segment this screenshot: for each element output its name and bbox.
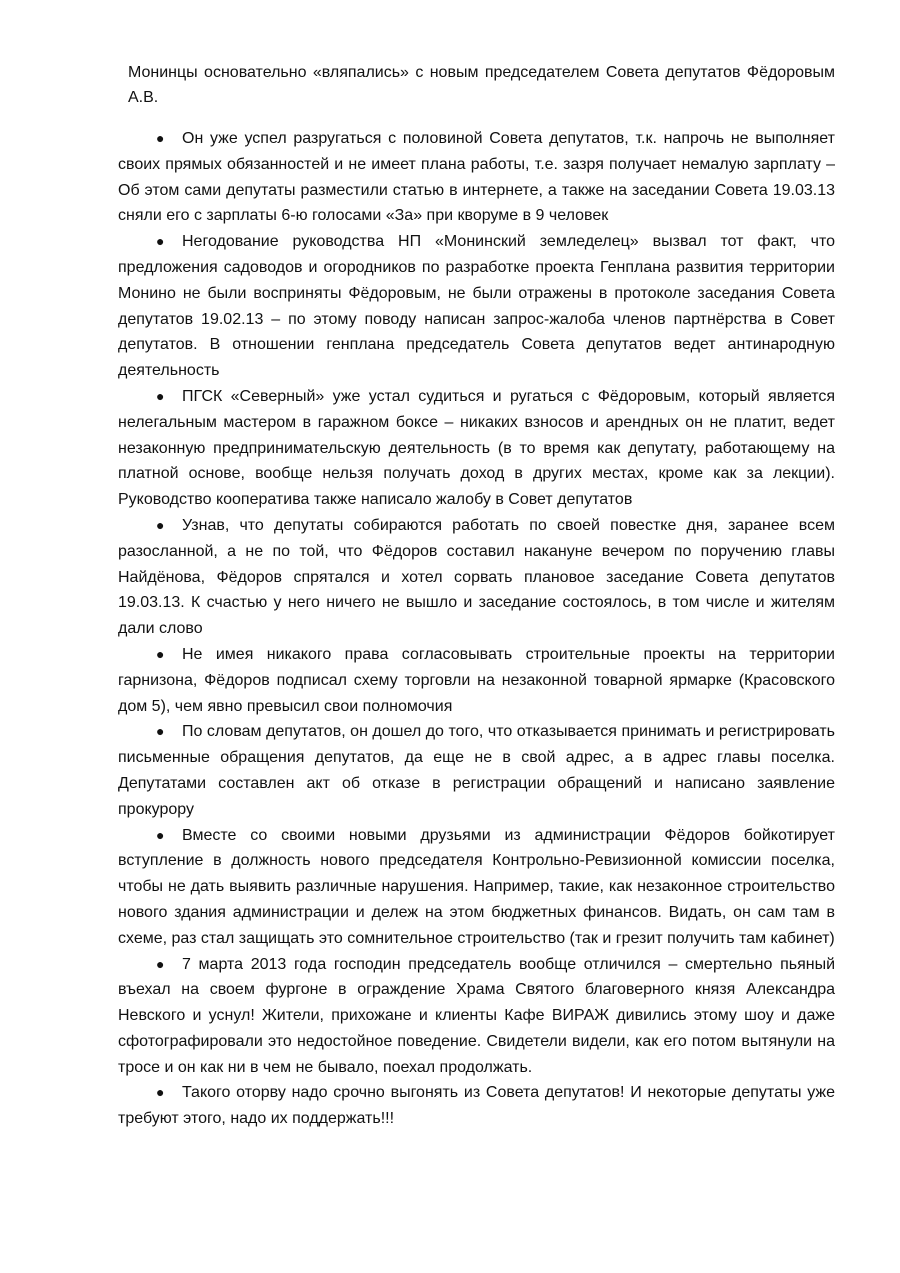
- bullet-icon: ●: [156, 516, 165, 533]
- bullet-text: ПГСК «Северный» уже устал судиться и ругаться с Фёдоровым, который является нелегальным мастером в гаражном боксе – никаких взносов и арендных он не платит, ведет незаконную предпринимательскую деятельность (в то время как депутату, работающему на платной основе, вообще нельзя получать доход в других местах, кроме как за лекции). Руководство кооператива также написало жалобу в Совет депутатов: [118, 387, 835, 509]
- list-item: [118, 229, 835, 384]
- bullet-text: 7 марта 2013 года господин председатель вообще отличился – смертельно пьяный въехал на своем фургоне в ограждение Храма Святого благоверного князя Александра Невского и уснул! Жители, прихожане и клиенты Кафе ВИРАЖ дивились этому шоу и даже сфотографировали это недостойное поведение. Свидетели видели, как его потом вытянули на тросе и он как ни в чем не бывало, поехал продолжать.: [118, 955, 835, 1076]
- list-item: [118, 719, 835, 822]
- list-item: [118, 513, 835, 642]
- bullet-text: Не имея никакого права согласовывать строительные проекты на территории гарнизона, Фёдоров подписал схему торговли на незаконной товарной ярмарке (Красовского дом 5), чем явно превысил свои полномочия: [118, 645, 835, 715]
- bullet-list: [118, 126, 835, 1132]
- bullet-text: Негодование руководства НП «Монинский земледелец» вызвал тот факт, что предложения садоводов и огородников по разработке проекта Генплана развития территории Монино не были восприняты Фёдоровым, не были отражены в протоколе заседания Совета депутатов 19.02.13 – по этому поводу написан запрос-жалоба членов партнёрства в Совет депутатов. В отношении генплана председатель Совета депутатов ведет антинародную деятельность: [118, 233, 835, 380]
- list-item: [118, 126, 835, 229]
- bullet-icon: ●: [156, 645, 165, 662]
- bullet-icon: ●: [156, 387, 165, 404]
- bullet-icon: ●: [156, 233, 165, 250]
- list-item: [118, 1080, 835, 1132]
- intro-paragraph: Монинцы основательно «вляпались» с новым председателем Совета депутатов Фёдоровым А.В.: [128, 64, 835, 106]
- list-item: [118, 823, 835, 952]
- bullet-icon: ●: [156, 955, 165, 972]
- list-item: [118, 642, 835, 719]
- list-item: [118, 384, 835, 513]
- bullet-text: Узнав, что депутаты собираются работать по своей повестке дня, заранее всем разосланной, а не по той, что Фёдоров составил накануне вечером по поручению главы Найдёнова, Фёдоров спрятался и хотел сорвать плановое заседание Совета депутатов 19.03.13. К счастью у него ничего не вышло и заседание состоялось, в том числе и жителям дали слово: [118, 516, 835, 638]
- bullet-icon: ●: [156, 723, 165, 740]
- bullet-text: Он уже успел разругаться с половиной Совета депутатов, т.к. напрочь не выполняет своих прямых обязанностей и не имеет плана работы, т.е. зазря получает немалую зарплату – Об этом сами депутаты разместили статью в интернете, а также на заседании Совета 19.03.13 сняли его с зарплаты 6-ю голосами «За» при кворуме в 9 человек: [118, 130, 835, 225]
- bullet-icon: ●: [156, 826, 165, 843]
- list-item: [118, 952, 835, 1081]
- bullet-icon: ●: [156, 1084, 165, 1101]
- bullet-icon: ●: [156, 130, 165, 146]
- bullet-text: По словам депутатов, он дошел до того, что отказывается принимать и регистрировать письменные обращения депутатов, да еще не в свой адрес, а в адрес главы поселка. Депутатами составлен акт об отказе в регистрации обращений и написано заявление прокурору: [118, 723, 835, 818]
- bullet-text: Такого оторву надо срочно выгонять из Совета депутатов! И некоторые депутаты уже требуют этого, надо их поддержать!!!: [118, 1084, 835, 1128]
- bullet-text: Вместе со своими новыми друзьями из администрации Фёдоров бойкотирует вступление в должность нового председателя Контрольно-Ревизионной комиссии поселка, чтобы не дать выявить различные нарушения. Например, такие, как незаконное строительство нового здания администрации и дележ на этом бюджетных финансов. Видать, он сам там в схеме, раз стал защищать это сомнительное строительство (так и грезит получить там кабинет): [118, 826, 835, 947]
